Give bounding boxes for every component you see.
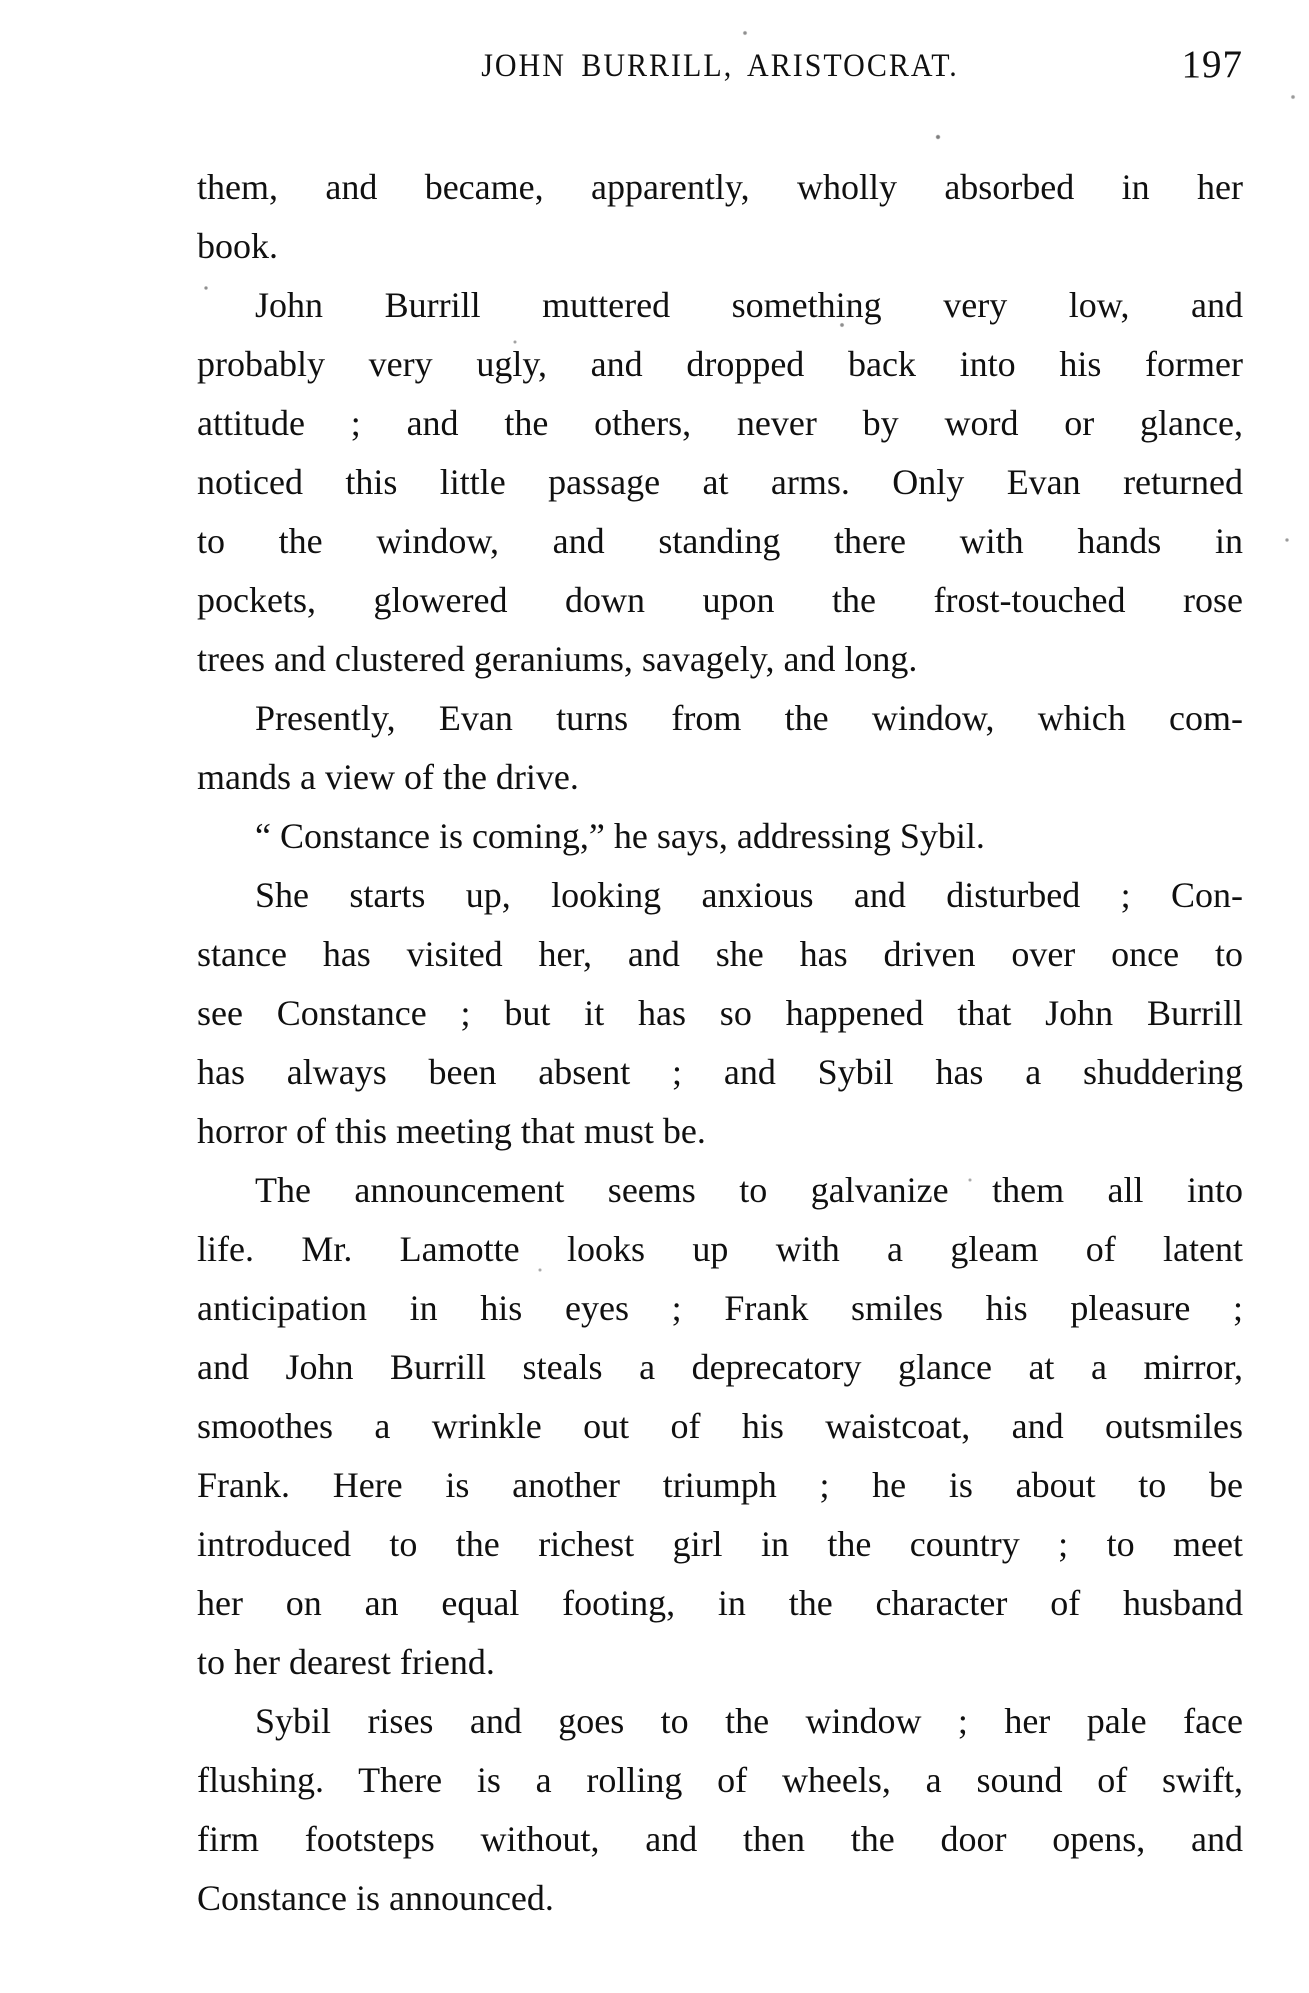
text-line: pockets, glowered down upon the frost-touched rose — [197, 580, 1243, 620]
text-line: John Burrill muttered something very low, and — [255, 285, 1243, 325]
text-line: mands a view of the drive. — [197, 757, 579, 797]
text-line: has always been absent ; and Sybil has a shuddering — [197, 1052, 1243, 1092]
page-number: 197 — [1181, 43, 1243, 86]
text-line: book. — [197, 226, 278, 266]
text-line: trees and clustered geraniums, savagely, and long. — [197, 639, 918, 679]
text-line: them, and became, apparently, wholly absorbed in her — [197, 167, 1243, 207]
text-line: to the window, and standing there with hands in — [197, 521, 1243, 561]
paragraph — [197, 689, 1243, 807]
text-line: Presently, Evan turns from the window, which com- — [255, 698, 1243, 738]
text-line: Frank. Here is another triumph ; he is about to be — [197, 1465, 1243, 1505]
text-line: “ Constance is coming,” he says, addressing Sybil. — [255, 816, 985, 856]
paragraph — [197, 1692, 1243, 1928]
text-line: life. Mr. Lamotte looks up with a gleam of latent — [197, 1229, 1243, 1269]
text-line: She starts up, looking anxious and disturbed ; Con- — [255, 875, 1243, 915]
text-line: and John Burrill steals a deprecatory glance at a mirror, — [197, 1347, 1243, 1387]
text-line: Constance is announced. — [197, 1878, 554, 1918]
paragraph — [197, 1161, 1243, 1692]
paragraph — [197, 866, 1243, 1161]
paragraph — [197, 276, 1243, 689]
text-line: smoothes a wrinkle out of his waistcoat, and outsmiles — [197, 1406, 1243, 1446]
text-line: The announcement seems to galvanize them all into — [255, 1170, 1243, 1210]
text-line: anticipation in his eyes ; Frank smiles his pleasure ; — [197, 1288, 1243, 1328]
paragraph — [197, 807, 1243, 866]
text-line: horror of this meeting that must be. — [197, 1111, 706, 1151]
text-line: Sybil rises and goes to the window ; her pale face — [255, 1701, 1243, 1741]
page-header — [197, 43, 1243, 94]
text-line: firm footsteps without, and then the door opens, and — [197, 1819, 1243, 1859]
text-line: see Constance ; but it has so happened that John Burrill — [197, 993, 1243, 1033]
text-line: noticed this little passage at arms. Only Evan returned — [197, 462, 1243, 502]
text-line: stance has visited her, and she has driven over once to — [197, 934, 1243, 974]
text-line: her on an equal footing, in the character of husband — [197, 1583, 1243, 1623]
text-line: to her dearest friend. — [197, 1642, 495, 1682]
running-title: JOHN BURRILL, ARISTOCRAT. — [481, 48, 959, 84]
text-line: probably very ugly, and dropped back into his former — [197, 344, 1243, 384]
page-body — [197, 158, 1243, 1928]
text-line: attitude ; and the others, never by word or glance, — [197, 403, 1243, 443]
text-line: flushing. There is a rolling of wheels, a sound of swift, — [197, 1760, 1243, 1800]
text-line: introduced to the richest girl in the country ; to meet — [197, 1524, 1243, 1564]
paragraph — [197, 158, 1243, 276]
